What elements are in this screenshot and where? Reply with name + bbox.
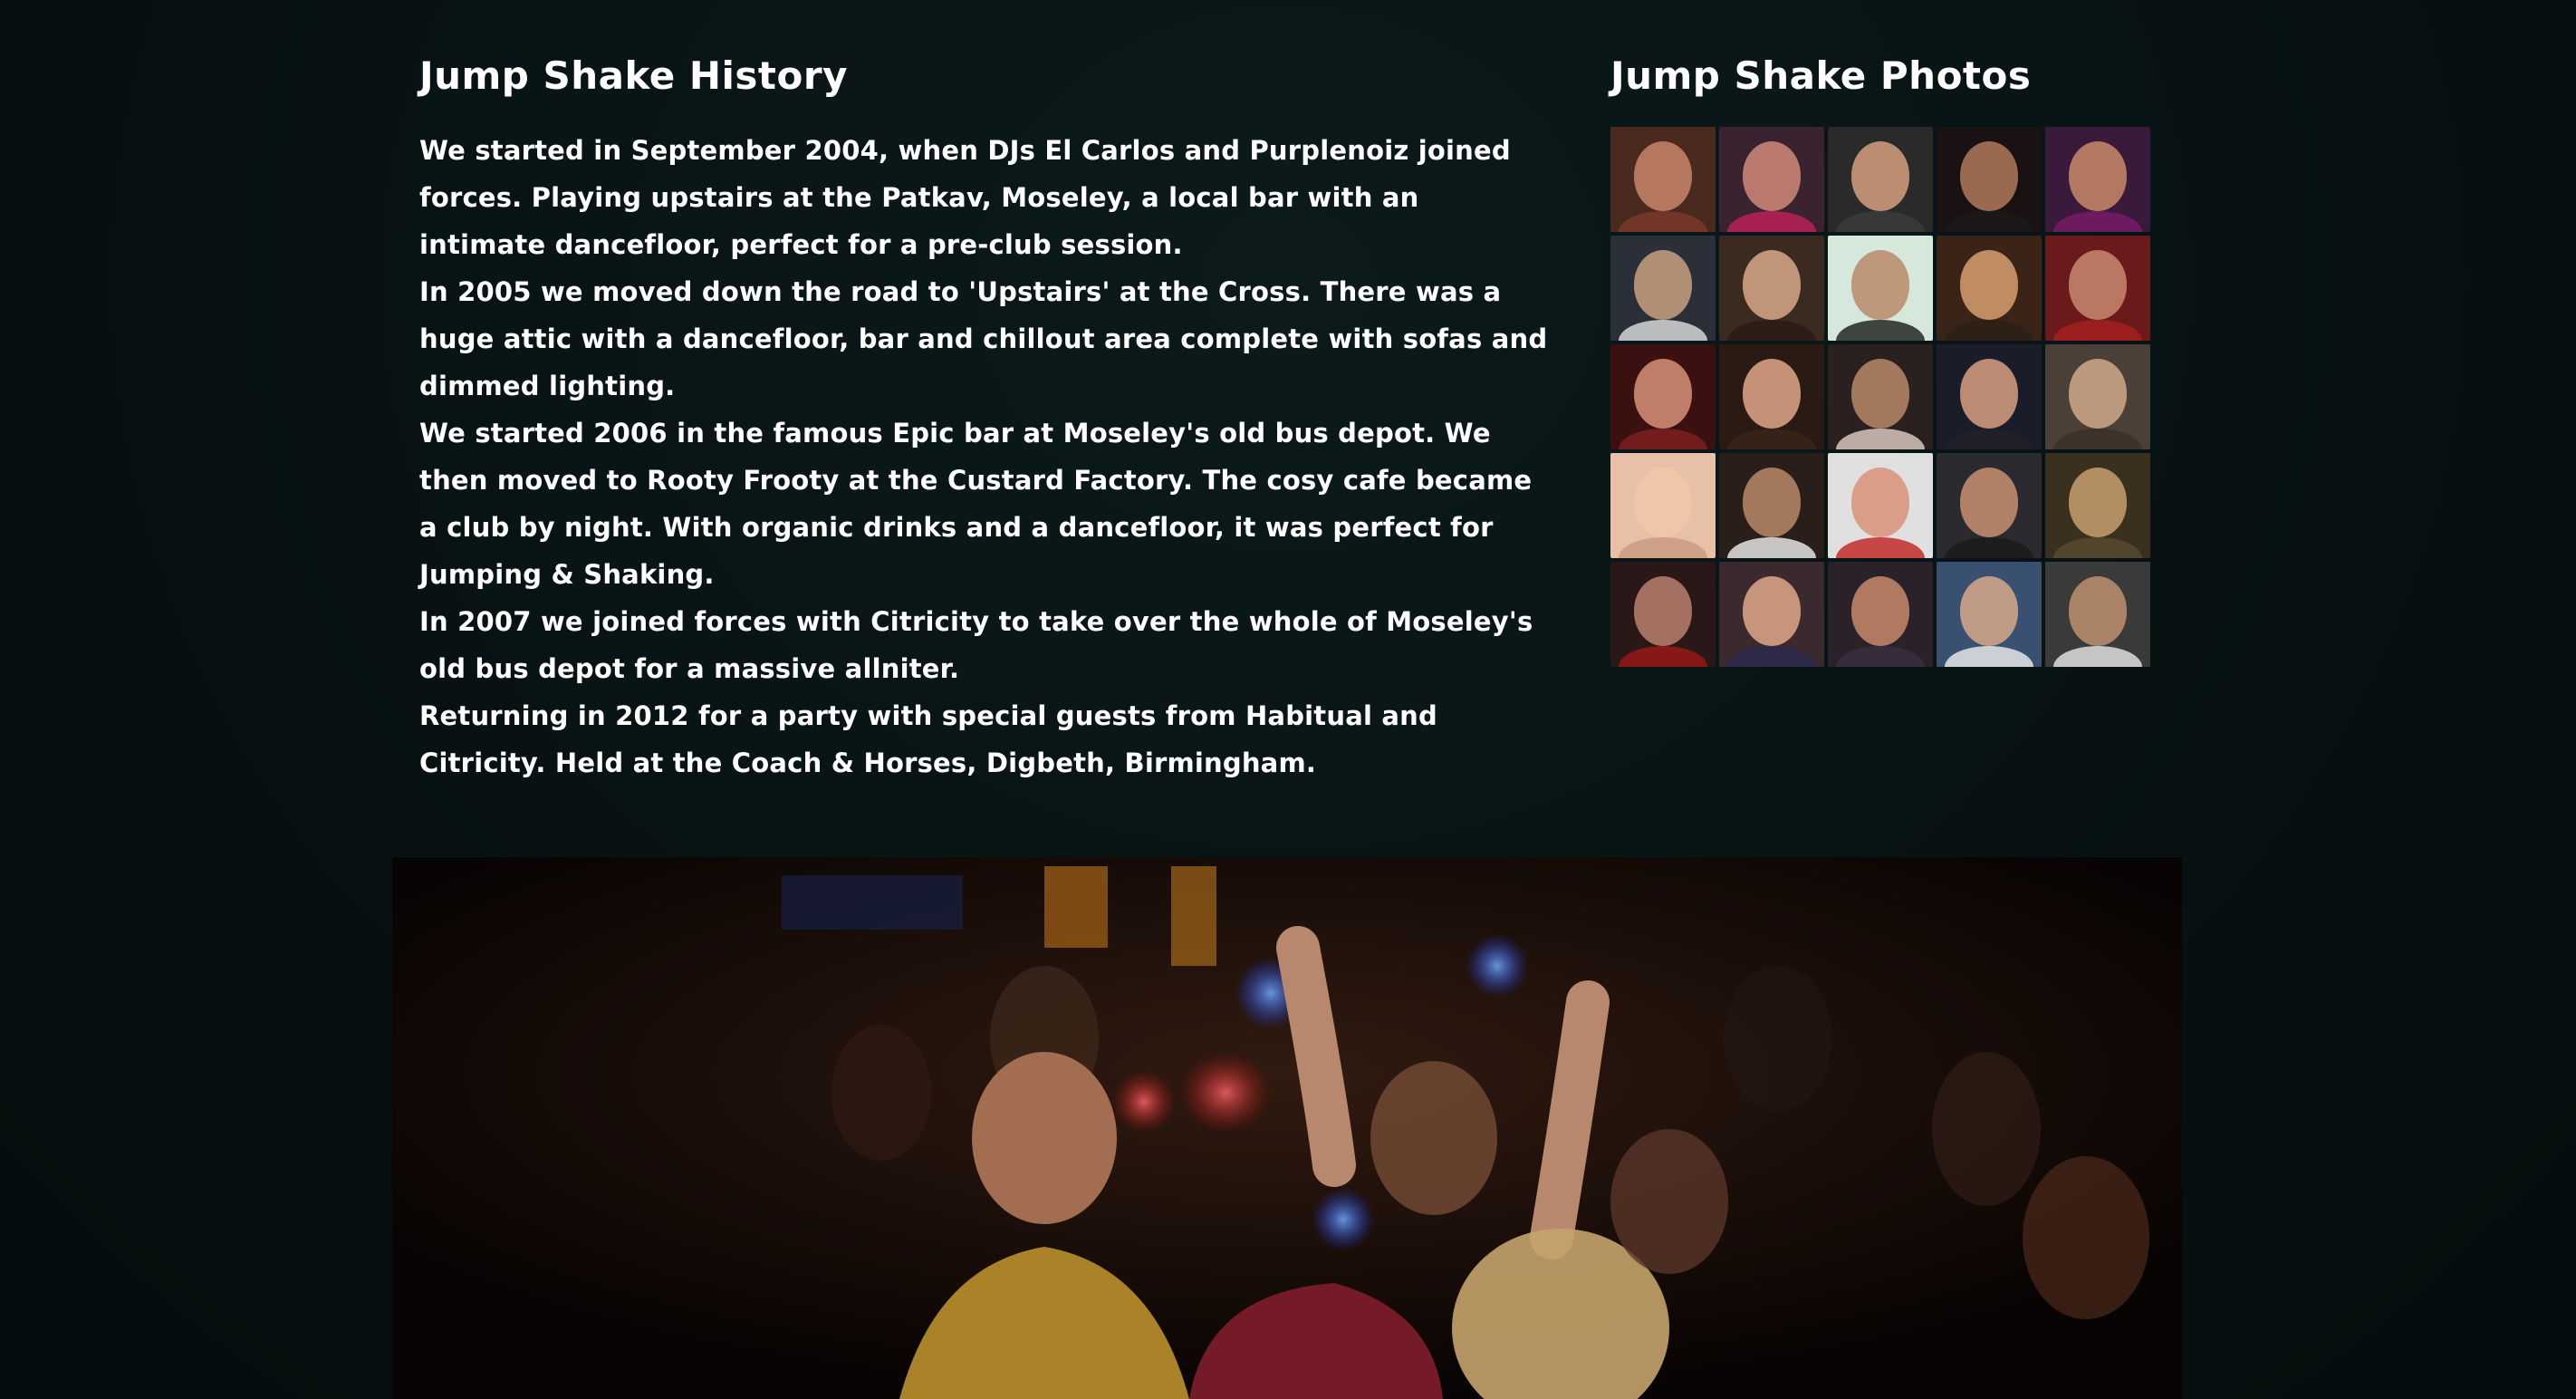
thumbnail-face: [2069, 141, 2128, 211]
thumbnail-body: [1619, 537, 1706, 558]
photo-thumbnail[interactable]: [1719, 453, 1824, 558]
thumbnail-body: [1836, 211, 1924, 232]
thumbnail-face: [1743, 576, 1802, 646]
photo-thumbnail[interactable]: [1828, 127, 1933, 232]
photo-thumbnail[interactable]: [2045, 236, 2150, 341]
thumbnail-face: [1634, 250, 1693, 320]
thumbnail-body: [1727, 320, 1815, 341]
thumbnail-face: [1634, 359, 1693, 429]
thumbnail-body: [1836, 537, 1924, 558]
photos-section: [1610, 45, 2172, 667]
photo-thumbnail[interactable]: [1937, 562, 2042, 667]
thumbnail-face: [1851, 141, 1910, 211]
history-paragraph: Returning in 2012 for a party with special guests from Habitual and Citricity. Held at the Coach & Horses, Digbeth, Birmingham.: [419, 700, 1437, 778]
thumbnail-face: [2069, 359, 2128, 429]
history-paragraph: In 2005 we moved down the road to 'Upstairs' at the Cross. There was a huge attic with a dancefloor, bar and chillout area complete with sofas and dimmed lighting.: [419, 276, 1548, 401]
photo-thumbnail[interactable]: [1937, 453, 2042, 558]
photo-thumbnail[interactable]: [1828, 236, 1933, 341]
history-heading: Jump Shake History: [419, 53, 848, 98]
hero-party-photo: [392, 857, 2182, 1399]
thumbnail-body: [1945, 211, 2033, 232]
photo-thumbnail[interactable]: [1937, 127, 2042, 232]
thumbnail-face: [1743, 468, 1802, 537]
thumbnail-face: [1851, 468, 1910, 537]
thumbnail-body: [1727, 211, 1815, 232]
thumbnail-body: [1727, 646, 1815, 667]
photo-thumbnail[interactable]: [1610, 453, 1716, 558]
photos-heading: Jump Shake Photos: [1610, 53, 2032, 98]
photo-thumbnail[interactable]: [2045, 562, 2150, 667]
thumbnail-face: [1960, 468, 2019, 537]
thumbnail-face: [1851, 250, 1910, 320]
thumbnail-body: [1945, 429, 2033, 449]
thumbnail-face: [1960, 359, 2019, 429]
photo-thumbnail[interactable]: [1610, 236, 1716, 341]
thumbnail-face: [1743, 359, 1802, 429]
history-section: [419, 45, 1552, 786]
photo-thumbnail[interactable]: [2045, 453, 2150, 558]
thumbnail-body: [1727, 537, 1815, 558]
thumbnail-face: [1960, 576, 2019, 646]
photo-thumbnail[interactable]: [1719, 344, 1824, 449]
thumbnail-body: [1836, 646, 1924, 667]
thumbnail-body: [1836, 429, 1924, 449]
photo-thumbnail[interactable]: [1719, 236, 1824, 341]
photo-thumbnail[interactable]: [1719, 562, 1824, 667]
history-paragraph: We started 2006 in the famous Epic bar at Moseley's old bus depot. We then moved to Rooty Frooty at the Custard Factory. The cosy cafe became a club by night. With organic drinks and a dancefloor, it was perfect for Jumping & Shaking.: [419, 418, 1533, 590]
photo-thumbnail[interactable]: [2045, 344, 2150, 449]
thumbnail-body: [1619, 320, 1706, 341]
thumbnail-body: [1727, 429, 1815, 449]
photo-thumbnail[interactable]: [1828, 344, 1933, 449]
photo-thumbnail[interactable]: [1610, 344, 1716, 449]
thumbnail-body: [1619, 211, 1706, 232]
thumbnail-body: [2053, 429, 2141, 449]
photo-thumbnail[interactable]: [1610, 562, 1716, 667]
thumbnail-face: [1743, 141, 1802, 211]
photo-thumbnail[interactable]: [2045, 127, 2150, 232]
thumbnail-body: [1619, 429, 1706, 449]
history-paragraph: In 2007 we joined forces with Citricity to take over the whole of Moseley's old bus depot for a massive allniter.: [419, 606, 1533, 684]
photo-thumbnail[interactable]: [1828, 562, 1933, 667]
history-text: [419, 127, 1552, 786]
thumbnail-face: [1960, 250, 2019, 320]
thumbnail-body: [2053, 320, 2141, 341]
thumbnail-face: [1851, 359, 1910, 429]
party-photo-image: [392, 857, 2182, 1399]
thumbnail-face: [2069, 576, 2128, 646]
photo-thumbnail[interactable]: [1937, 236, 2042, 341]
thumbnail-face: [1634, 468, 1693, 537]
thumbnail-face: [1634, 576, 1693, 646]
thumbnail-face: [2069, 250, 2128, 320]
history-paragraph: We started in September 2004, when DJs El Carlos and Purplenoiz joined forces. Playing upstairs at the Patkav, Moseley, a local bar with an intimate dancefloor, perfect for a pre-club session.: [419, 135, 1511, 260]
photo-thumbnail[interactable]: [1610, 127, 1716, 232]
photo-grid: [1610, 127, 2172, 667]
thumbnail-face: [1634, 141, 1693, 211]
thumbnail-body: [1945, 537, 2033, 558]
thumbnail-body: [1619, 646, 1706, 667]
thumbnail-face: [2069, 468, 2128, 537]
thumbnail-body: [1945, 646, 2033, 667]
thumbnail-body: [2053, 537, 2141, 558]
thumbnail-body: [2053, 211, 2141, 232]
thumbnail-body: [1945, 320, 2033, 341]
thumbnail-body: [1836, 320, 1924, 341]
photo-thumbnail[interactable]: [1719, 127, 1824, 232]
thumbnail-face: [1960, 141, 2019, 211]
photo-thumbnail[interactable]: [1828, 453, 1933, 558]
thumbnail-face: [1851, 576, 1910, 646]
thumbnail-face: [1743, 250, 1802, 320]
thumbnail-body: [2053, 646, 2141, 667]
photo-thumbnail[interactable]: [1937, 344, 2042, 449]
